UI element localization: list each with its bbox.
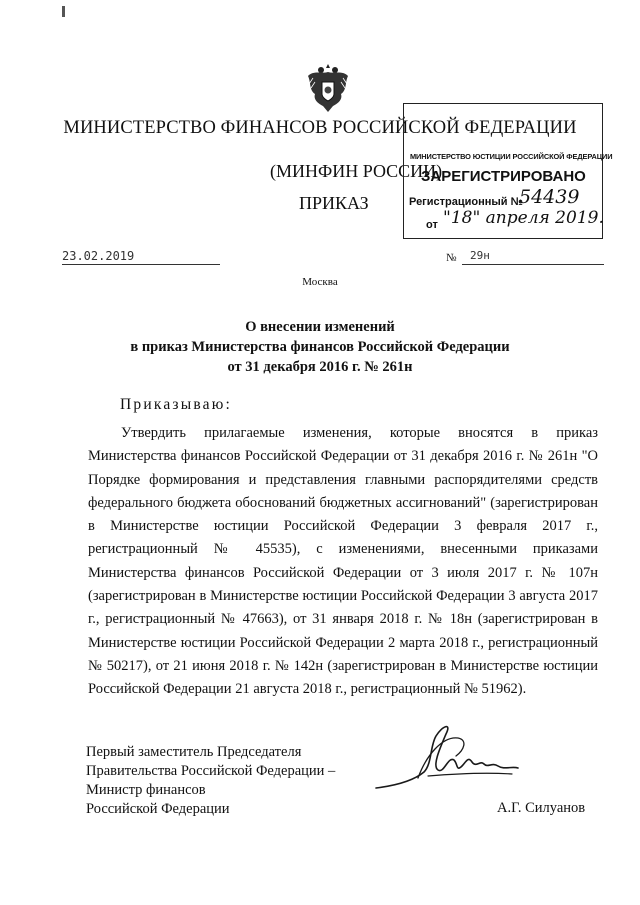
russian-coat-of-arms-icon (305, 60, 351, 116)
position-line-1: Первый заместитель Председателя (86, 744, 302, 760)
order-number: 29н (470, 249, 490, 262)
order-date: 23.02.2019 (62, 249, 135, 263)
position-line-4: Российской Федерации (86, 801, 230, 817)
signatory-position (86, 743, 335, 819)
stamp-date-value: "18" апреля 2019. (443, 208, 604, 228)
directive-word: Приказываю: (120, 396, 233, 413)
order-city: Москва (302, 276, 338, 288)
number-underline (462, 264, 604, 265)
stamp-status: ЗАРЕГИСТРИРОВАНО (421, 168, 586, 185)
document-type: ПРИКАЗ (299, 193, 369, 213)
order-title (0, 317, 640, 377)
date-underline (62, 264, 220, 265)
stamp-ministry: МИНИСТЕРСТВО ЮСТИЦИИ РОССИЙСКОЙ ФЕДЕРАЦИИ (410, 152, 613, 161)
stamp-reg-label: Регистрационный № (409, 196, 523, 208)
stamp-date-label: от (426, 219, 438, 231)
signatory-name: А.Г. Силуанов (497, 800, 586, 816)
scan-mark (62, 6, 65, 17)
ministry-name: МИНИСТЕРСТВО ФИНАНСОВ РОССИЙСКОЙ ФЕДЕРАЦИИ (63, 118, 577, 138)
title-line-2: в приказ Министерства финансов Российской Федерации (130, 339, 510, 355)
position-line-3: Министр финансов (86, 782, 206, 798)
stamp-reg-number: 54439 (519, 186, 580, 208)
handwritten-signature (372, 716, 522, 798)
order-body-text: Утвердить прилагаемые изменения, которые вносятся в приказ Министерства финансов Российской Федерации от 31 декабря 2016 г. № 261н "О Порядке формирования и представления главными распорядителями средств федерального бюджета обоснований бюджетных ассигнований" (зарегистрирован в Министерстве юстиции Российской Федерации 3 февраля 2017 г., регистрационный № 45535), с изменениями, внесенными приказами Министерства финансов Российской Федерации от 3 июля 2017 г. № 107н (зарегистрирован в Министерстве юстиции Российской Федерации 3 августа 2017 г., регистрационный № 47663), от 31 января 2018 г. № 18н (зарегистрирован в Министерстве юстиции Российской Федерации 2 марта 2018 г., регистрационный № 50217), от 21 июня 2018 г. № 142н (зарегистрирован в Министерстве юстиции Российской Федерации 21 августа 2018 г., регистрационный № 51962). (88, 425, 598, 698)
position-line-2: Правительства Российской Федерации – (86, 763, 336, 779)
title-line-1: О внесении изменений (245, 319, 395, 335)
order-number-label: № (446, 252, 457, 264)
title-line-3: от 31 декабря 2016 г. № 261н (227, 359, 413, 375)
ministry-short-name: (МИНФИН РОССИИ) (270, 161, 443, 181)
